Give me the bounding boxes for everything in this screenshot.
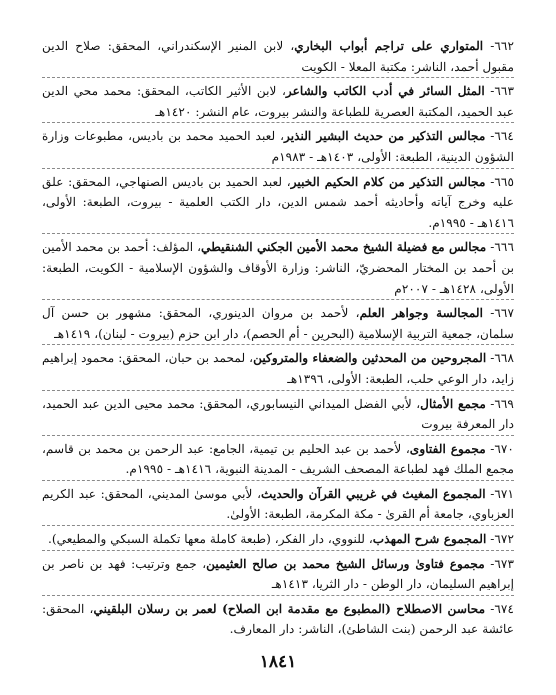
entry-number: ٦٦٩-	[485, 396, 514, 411]
entry-title: المجالسة وجواهر العلم	[359, 306, 483, 321]
entry-details: ، لأحمد بن مروان الدينوري، المحقق: مشهور بن حسن آل سلمان، جمعية التربية الإسلامية (البحرين - أم الحصم)، دار ابن حزم (بيروت - لبنان)، ١٤١٩هـ	[42, 306, 514, 341]
entry-title: المثل السائر في أدب الكاتب والشاعر	[285, 84, 485, 99]
entry-number: ٦٦٦-	[486, 240, 514, 255]
entry-details: ، لأبي الفضل الميداني النيسابوري، المحقق: محمد محيى الدين عبد الحميد، دار المعرفة بيروت	[42, 396, 514, 432]
entry-title: المجموع شرح المهذب	[372, 532, 487, 547]
entry-details: ، للنووي، دار الفكر، (طبعة كاملة معها تكملة السبكي والمطيعي).	[48, 532, 373, 547]
entry-title: مجالس التذكير من كلام الحكيم الخبير	[290, 174, 486, 189]
entry-title: مجمع الأمثال	[420, 396, 486, 411]
entry-number: ٦٦٤-	[485, 129, 514, 144]
entry-details: ، لابن المنير الإسكندراني، المحقق: صلاح الدين مقبول أحمد، الناشر: مكتبة المعلا - الكويت	[42, 39, 514, 74]
page-number: ١٨٤١	[259, 652, 297, 672]
entry-details: ، لأحمد بن عبد الحليم بن تيمية، الجامع: عبد الرحمن بن محمد بن قاسم، مجمع الملك فهد لطباعة المصحف الشريف - المدينة النبوية، ١٤١٦هـ - ١٩٩٥م.	[42, 441, 514, 477]
entry-number: ٦٧٣-	[484, 556, 514, 571]
bibliography-entry-665	[42, 168, 514, 234]
entry-title: المجموع المغيث في غريبي القرآن والحديث	[261, 486, 486, 501]
bibliography-entry-673	[42, 550, 514, 595]
bibliography-entry-670	[42, 435, 514, 480]
bibliography-entry-669	[42, 390, 514, 435]
entry-title: المتواري على تراجم أبواب البخاري	[294, 39, 484, 53]
entry-details: ، لعبد الحميد محمد بن باديس، مطبوعات وزارة الشؤون الدينية، الطبعة: الأولى، ١٤٠٣هـ - ١٩٨٣م	[42, 129, 514, 164]
bibliography-entry-671	[42, 480, 514, 525]
entry-details: ، لابن الأثير الكاتب، المحقق: محمد محي الدين عبد الحميد، المكتبة العصرية للطباعة والنشر بيروت، عام النشر: ١٤٢٠هـ	[42, 84, 514, 119]
entry-number: ٦٦٨-	[486, 351, 515, 366]
entry-details: ، لمحمد بن حبان، المحقق: محمود إبراهيم زايد، دار الوعي حلب، الطبعة: الأولى، ١٣٩٦هـ	[42, 351, 514, 386]
bibliography-entry-674	[42, 595, 514, 640]
entry-details: ، المحقق: عائشة عبد الرحمن (بنت الشاطئ)، الناشر: دار المعارف.	[42, 601, 514, 637]
entry-number: ٦٦٣-	[484, 84, 515, 99]
bibliography-entry-662	[42, 36, 514, 77]
entry-details: ، لعبد الحميد بن باديس الصنهاجي، المحقق: علق عليه وخرج آياته وأحاديثه أحمد شمس الدين، دار الكتب العلمية - بيروت، الطبعة: الأولى، ١٤١٦هـ - ١٩٩٥م.	[42, 174, 514, 230]
bibliography-entry-666	[42, 233, 514, 299]
bibliography-entry-664	[42, 122, 514, 167]
bibliography-entry-668	[42, 344, 514, 389]
entry-title: مجالس التذكير من حديث البشير النذير	[284, 129, 486, 144]
entry-title: مجموع الفتاوى	[409, 441, 486, 456]
entry-number: ٦٦٥-	[485, 174, 515, 189]
entry-details: ، لأبي موسىٰ المديني، المحقق: عبد الكريم العزباوي، جامعة أم القرىٰ - مكة المكرمة، الطبعة: الأولىٰ.	[42, 486, 514, 522]
bibliography-entry-672	[42, 525, 514, 550]
bibliography-entry-667	[42, 299, 514, 344]
entry-title: مجموع فتاوىٰ ورسائل الشيخ محمد بن صالح العثيمين	[206, 556, 485, 571]
entry-details: ، المؤلف: أحمد بن محمد الأمين بن أحمد بن المختار المحضريّ، الناشر: وزارة الأوقاف والشؤون الإسلامية - الكويت، الطبعة: الأولى، ١٤٢٨هـ - ٢٠٠٧م	[42, 240, 514, 296]
entry-number: ٦٦٢-	[483, 39, 514, 53]
entry-title: محاسن الاصطلاح (المطبوع مع مقدمة ابن الصلاح) لعمر بن رسلان البلقيني	[93, 601, 486, 616]
entry-number: ٦٦٧-	[483, 306, 514, 321]
entry-number: ٦٧٢-	[486, 532, 514, 547]
bibliography-list	[42, 36, 514, 640]
entry-number: ٦٧٠-	[485, 441, 514, 456]
entry-details: ، جمع وترتيب: فهد بن ناصر بن إبراهيم السليمان، دار الوطن - دار الثريا، ١٤١٣هـ	[42, 556, 514, 592]
entry-number: ٦٧٤-	[485, 601, 514, 616]
bibliography-entry-663	[42, 77, 514, 122]
entry-title: المجروحين من المحدثين والضعفاء والمتروكين	[253, 351, 487, 366]
entry-number: ٦٧١-	[485, 486, 514, 501]
entry-title: مجالس مع فضيلة الشيخ محمد الأمين الجكني الشنقيطي	[201, 240, 487, 255]
